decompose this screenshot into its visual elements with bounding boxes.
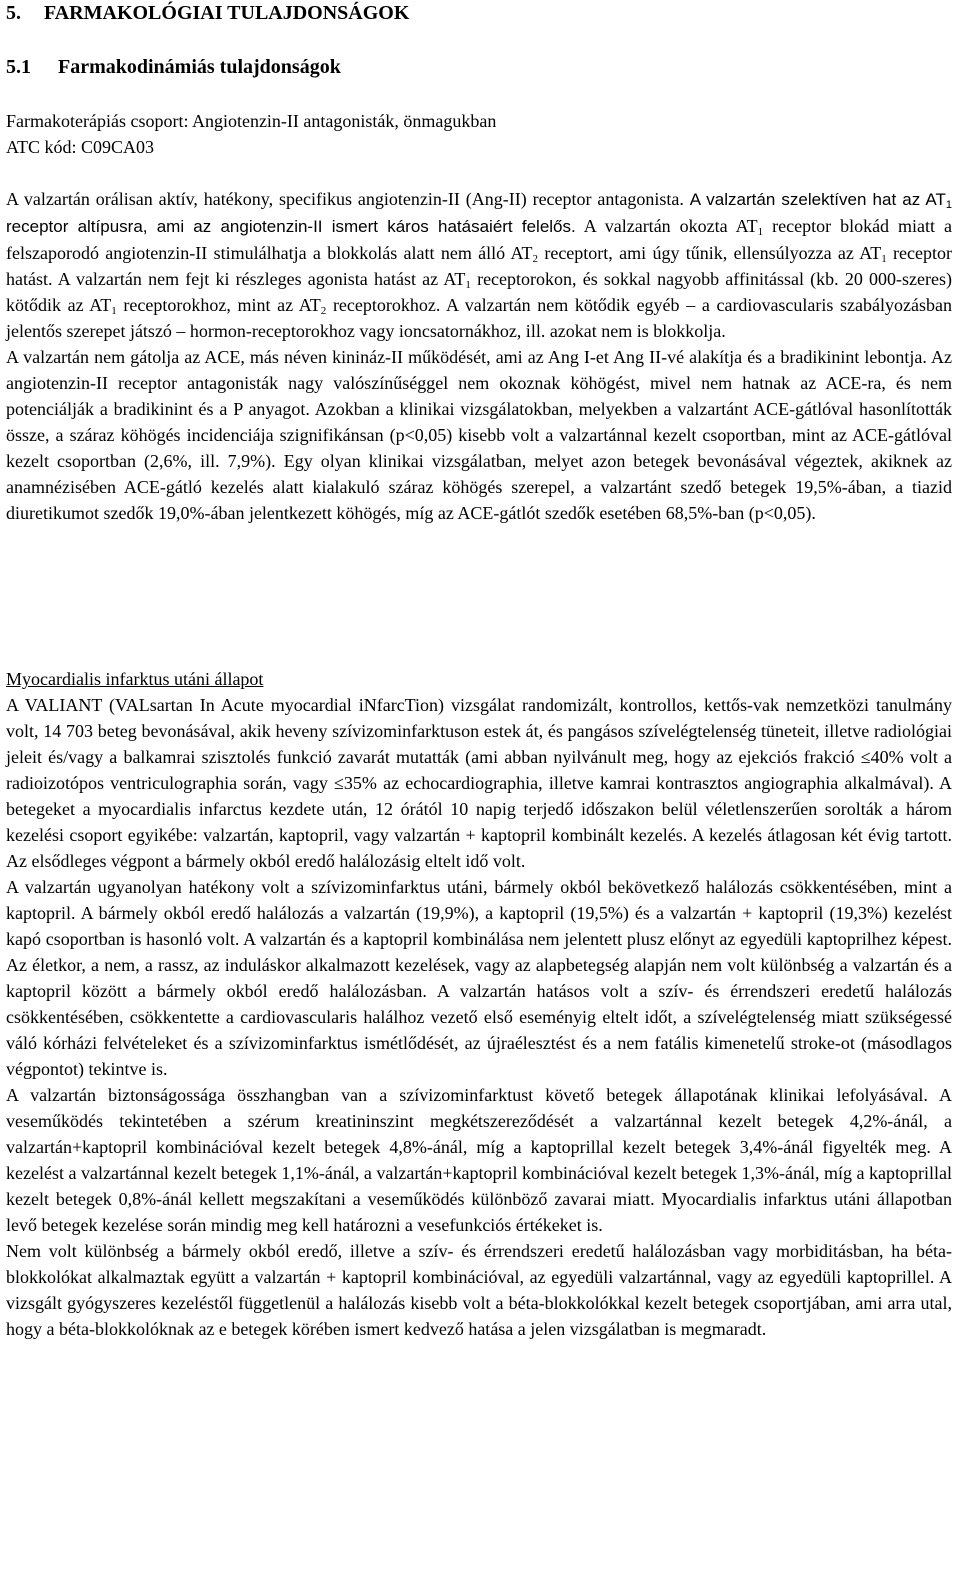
section-title: FARMAKOLÓGIAI TULAJDONSÁGOK [44,2,410,24]
p1-sub-i: 1 [111,305,117,317]
p1-text-d: A valzartán okozta AT [583,216,758,236]
mi-section [6,666,952,1342]
section-number: 5. [6,2,21,24]
classification-block [6,108,952,160]
section-heading [6,2,409,25]
p1-text-k: receptorokhoz. [326,295,441,315]
subsection-title: Farmakodinámiás tulajdonságok [58,56,341,78]
subsection-heading [6,56,341,79]
p1-text-b: A valzartán szelektíven hat az AT [689,190,946,209]
p1-text-g: receptor hatást. [6,243,952,289]
atc-code: ATC kód: C09CA03 [6,137,155,157]
p1-text-a: A valzartán orálisan aktív, hatékony, specifikus angiotenzin-II (Ang-II) receptor antagonista. [6,189,684,209]
paragraph-mechanism [6,186,952,526]
subsection-number: 5.1 [6,56,31,78]
paragraph-beta-blockers: Nem volt különbség a bármely okból eredő, illetve a szív- és érrendszeri eredetű halálozásban vagy morbiditásban, ha béta-blokkolókat alkalmaztak együtt a valzartán + kaptopril kombinációval, az egyedüli valzartánnal, vagy az egyedüli kaptoprillel. A vizsgált gyógyszeres kezeléstől függetlenül a halálozás kisebb volt a béta-blokkolókkal kezelt betegek csoportjában, ami arra utal, hogy a béta-blokkolóknak az e betegek körében ismert kedvező hatása a jelen vizsgálatban is megmaradt. [6,1241,952,1339]
p1-text-h: A valzartán nem fejt ki részleges agonista hatást az AT [57,269,466,289]
paragraph-efficacy: A valzartán ugyanolyan hatékony volt a szívizominfarktus utáni, bármely okból bekövetkező halálozás csökkentésében, mint a kaptopril. A bármely okból eredő halálozás a valzartán (19,9%), a kaptopril (19,5%) és a valzartán + kaptopril (19,3%) kezelést kapó csoportban is hasonló volt. A valzartán és a kaptopril kombinálása nem jelentett plusz előnyt az egyedüli kaptoprilhez képest. Az életkor, a nem, a rassz, az induláskor alkalmazott kezelések, vagy az alapbetegség alapján nem volt különbség a valzartán és a kaptopril között a bármely okból eredő halálozásban. A valzartán hatásos volt a szív- és érrendszeri eredetű halálozás csökkentésében, csökkentette a cardiovascularis halálhoz vezető első eseményig eltelt időt, a szívelégtelenség miatt szükségessé váló kórházi felvételeket és a szívizominfarktus ismétlődését, az újraélesztést és a nem fatális kimenetelű stroke-ot (másodlagos végpontot) tekintve is. [6,877,952,1079]
p1-text-j: receptorokhoz, mint az AT [116,295,321,315]
p1-sub-j: 2 [320,305,327,317]
p1-sub-e: 2 [532,253,538,265]
paragraph-safety: A valzartán biztonságossága összhangban van a szívizominfarktust követő betegek állapotának klinikai lefolyásával. A veseműködés tekintetében a szérum kreatininszint megkétszereződését a valzartánnal kezelt betegek 4,2%-ánál, a valzartán+kaptopril kombinációval kezelt betegek 4,8%-ánál, míg a kaptoprillal kezelt betegek 3,4%-ánál figyelték meg. A kezelést a valzartánnal kezelt betegek 1,1%-ánál, a valzartán+kaptopril kombinációval kezelt betegek 1,3%-ánál, míg a kaptoprillal kezelt betegek 0,8%-ánál kellett megszakítani a veseműködés különböző zavarai miatt. Myocardialis infarktus utáni állapotban levő betegek kezelése során mindig meg kell határozni a vesefunkciós értékeket is. [6,1085,952,1235]
p1-sub-b: 1 [945,199,952,211]
p1-sub-h: 1 [465,279,471,291]
p1-sub-d: 1 [757,226,764,238]
pharmacotherapeutic-group: Farmakoterápiás csoport: Angiotenzin-II antagonisták, önmagukban [6,111,497,131]
paragraph-valiant: A VALIANT (VALsartan In Acute myocardial iNfarcTion) vizsgálat randomizált, kontrollos, kettős-vak nemzetközi tanulmány volt, 14 703 beteg bevonásával, akik heveny szívizominfarktuson estek át, és pangásos szívelégtelenség tüneteit, illetve radiológiai jeleit és/vagy a balkamrai szisztolés funkció zavarát mutatták (ami abban nyilvánult meg, hogy az ejekciós frakció ≤40% volt a radioizotópos ventriculographia során, vagy ≤35% az echocardiographia, illetve kamrai kontrasztos angiographia alkalmával). A betegeket a myocardialis infarctus kezdete után, 12 órától 10 napig terjedő időszakon belül véletlenszerűen sorolták a három kezelési csoport egyikébe: valzartán, kaptopril, vagy valzartán + kaptopril kombinált kezelés. A kezelés átlagosan két évig tartott. Az elsődleges végpont a bármely okból eredő halálozásig eltelt idő volt. [6,695,952,871]
p1-text-e: receptor blokád miatt a felszaporodó angiotenzin-II stimulálhatja a blokkolás alatt nem álló AT [6,216,953,263]
paragraph-ace: A valzartán nem gátolja az ACE, más néven kinináz-II működését, ami az Ang I-et Ang II-vé alakítja és a bradikinint lebontja. Az angiotenzin-II receptor antagonisták nagy valószínűséggel nem okoznak köhögést, mivel nem hatnak az ACE-ra, és nem potenciálják a bradikinint és a P anyagot. Azokban a klinikai vizsgálatokban, melyekben a valzartánt ACE-gátlóval hasonlították össze, a száraz köhögés incidenciája szignifikánsan (p<0,05) kisebb volt a valzartánnal kezelt csoportban, mint az ACE-gátlóval kezelt csoportban (2,6%, ill. 7,9%). Egy olyan klinikai vizsgálatban, melyet azon betegek bevonásával végeztek, akiknek az anamnézisében ACE-gátló kezelés alatt kialakuló száraz köhögés szerepel, a valzartánt szedő betegek 19,5%-ában, a tiazid diuretikumot szedők 19,0%-ában jelentkezett köhögés, míg az ACE-gátlót szedők esetében 68,5%-ban (p<0,05). [6,347,952,523]
p1-text-f: receptort, ami úgy tűnik, ellensúlyozza az AT [538,243,882,263]
mi-heading: Myocardialis infarktus utáni állapot [6,669,264,689]
p1-text-i: receptorokon, és sokkal nagyobb affinitással (kb. 20 000-szeres) kötődik az AT [6,269,952,315]
p1-text-c: receptor altípusra, ami az angiotenzin-II ismert káros hatásaiért felelős. [6,217,576,236]
p1-text-l: A valzartán nem kötődik egyéb – a cardiovascularis szabályozásban jelentős szerepet játszó – hormon-receptorokhoz vagy ioncsatornákhoz, ill. azokat nem is blokkolja. [6,295,952,341]
p1-sub-f: 1 [881,253,887,265]
